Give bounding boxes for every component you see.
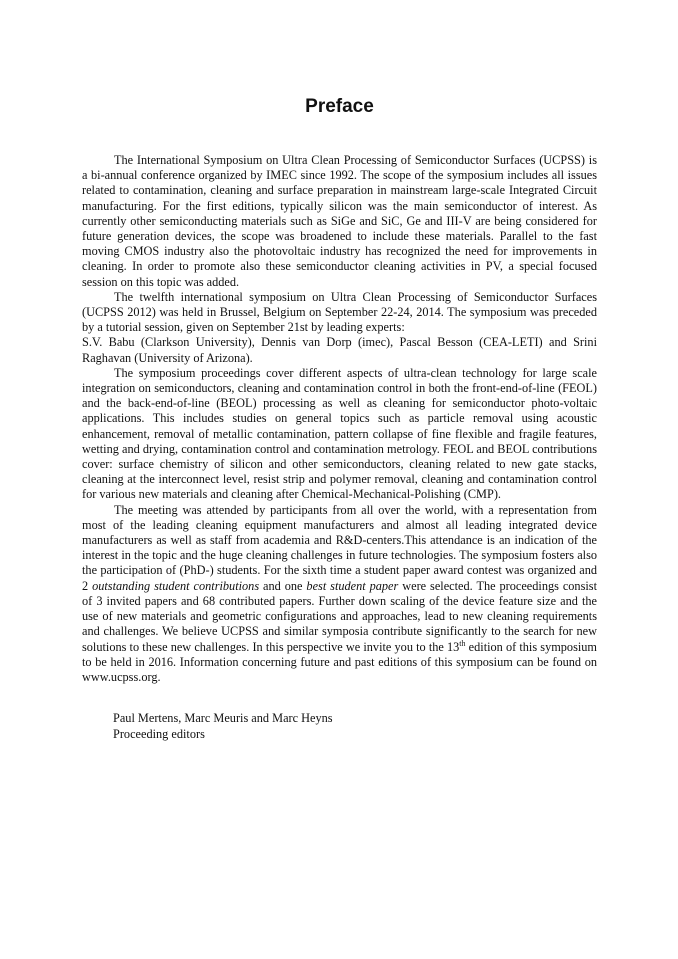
meeting-emphasis-outstanding: outstanding student contributions [92,578,260,593]
paragraph-proceedings-scope: The symposium proceedings cover different aspects of ultra-clean technology for large scale integration on semiconductors, cleaning and contamination control in both the front-end-of-line (FEOL) and the back-end-of-line (BEOL) processing as well as cleaning for semiconductor photo-voltaic applications. This includes studies on general topics such as particle removal using acoustic enhancement, removal of metallic contamination, pattern collapse of fine flexible and fragile features, wetting and drying, contamination control and contamination metrology. FEOL and BEOL contributions cover: surface chemistry of silicon and other semiconductors, cleaning related to new gate stacks, cleaning at the interconnect level, resist strip and polymer removal, cleaning and contamination control for various new materials and cleaning after Chemical-Mechanical-Polishing (CMP). [82,365,597,502]
editor-names: Paul Mertens, Marc Meuris and Marc Heyns [113,711,333,726]
meeting-text-c: were selected. The proceedings consist of 3 invited papers and 68 contributed papers. Further down scaling of the device feature size and the use of new materials and geometric configurations and approaches, lead to new cleaning requirements and challenges. We believe UCPSS and similar symposia contribute significantly to the search for new solutions to these new challenges. In this perspective we invite you to the 13 [82,578,597,654]
paragraph-tutorial-experts: S.V. Babu (Clarkson University), Dennis van Dorp (imec), Pascal Besson (CEA-LETI) and Srini Raghavan (University of Arizona). [82,335,597,365]
meeting-text-b: and one [259,578,307,593]
meeting-text-d: edition of this symposium to be held in 2016. Information concerning future and past editions of this symposium can be found on www.ucpss.org. [82,639,597,684]
preface-page [82,95,597,742]
page-title: Preface [305,96,374,117]
signature-block [82,711,597,742]
paragraph-intro: The International Symposium on Ultra Clean Processing of Semiconductor Surfaces (UCPSS) is a bi-annual conference organized by IMEC since 1992. The scope of the symposium includes all issues related to contamination, cleaning and surface preparation in mainstream large-scale Integrated Circuit manufacturing. For the first editions, typically silicon was the main semiconductor of interest. As currently other semiconducting materials such as SiGe and SiC, Ge and III-V are being considered for future generation devices, the scope was broadened to include these materials. Parallel to the fast moving CMOS industry also the photovoltaic industry has recognized the need for improvements in cleaning. In order to promote also these semiconductor cleaning activities in PV, a special focused session on this topic was added. [82,153,597,289]
meeting-emphasis-best-paper: best student paper [306,578,399,593]
paragraph-symposium: The twelfth international symposium on Ultra Clean Processing of Semiconductor Surfaces (UCPSS 2012) was held in Brussel, Belgium on September 22-24, 2014. The symposium was preceded by a tutorial session, given on September 21st by leading experts: [82,289,597,335]
paragraph-meeting [82,503,597,685]
preface-body [82,153,597,685]
editor-role: Proceeding editors [113,726,205,741]
meeting-text-a: The meeting was attended by participants from all over the world, with a representation from most of the leading cleaning equipment manufacturers and almost all leading integrated device manufacturers as well as staff from academia and R&D-centers.This attendance is an indication of the interest in the topic and the huge cleaning challenges in future technologies. The symposium fosters also the participation of (PhD-) students. For the sixth time a student paper award contest was organized and 2 [82,502,597,593]
ordinal-superscript: th [459,638,466,648]
